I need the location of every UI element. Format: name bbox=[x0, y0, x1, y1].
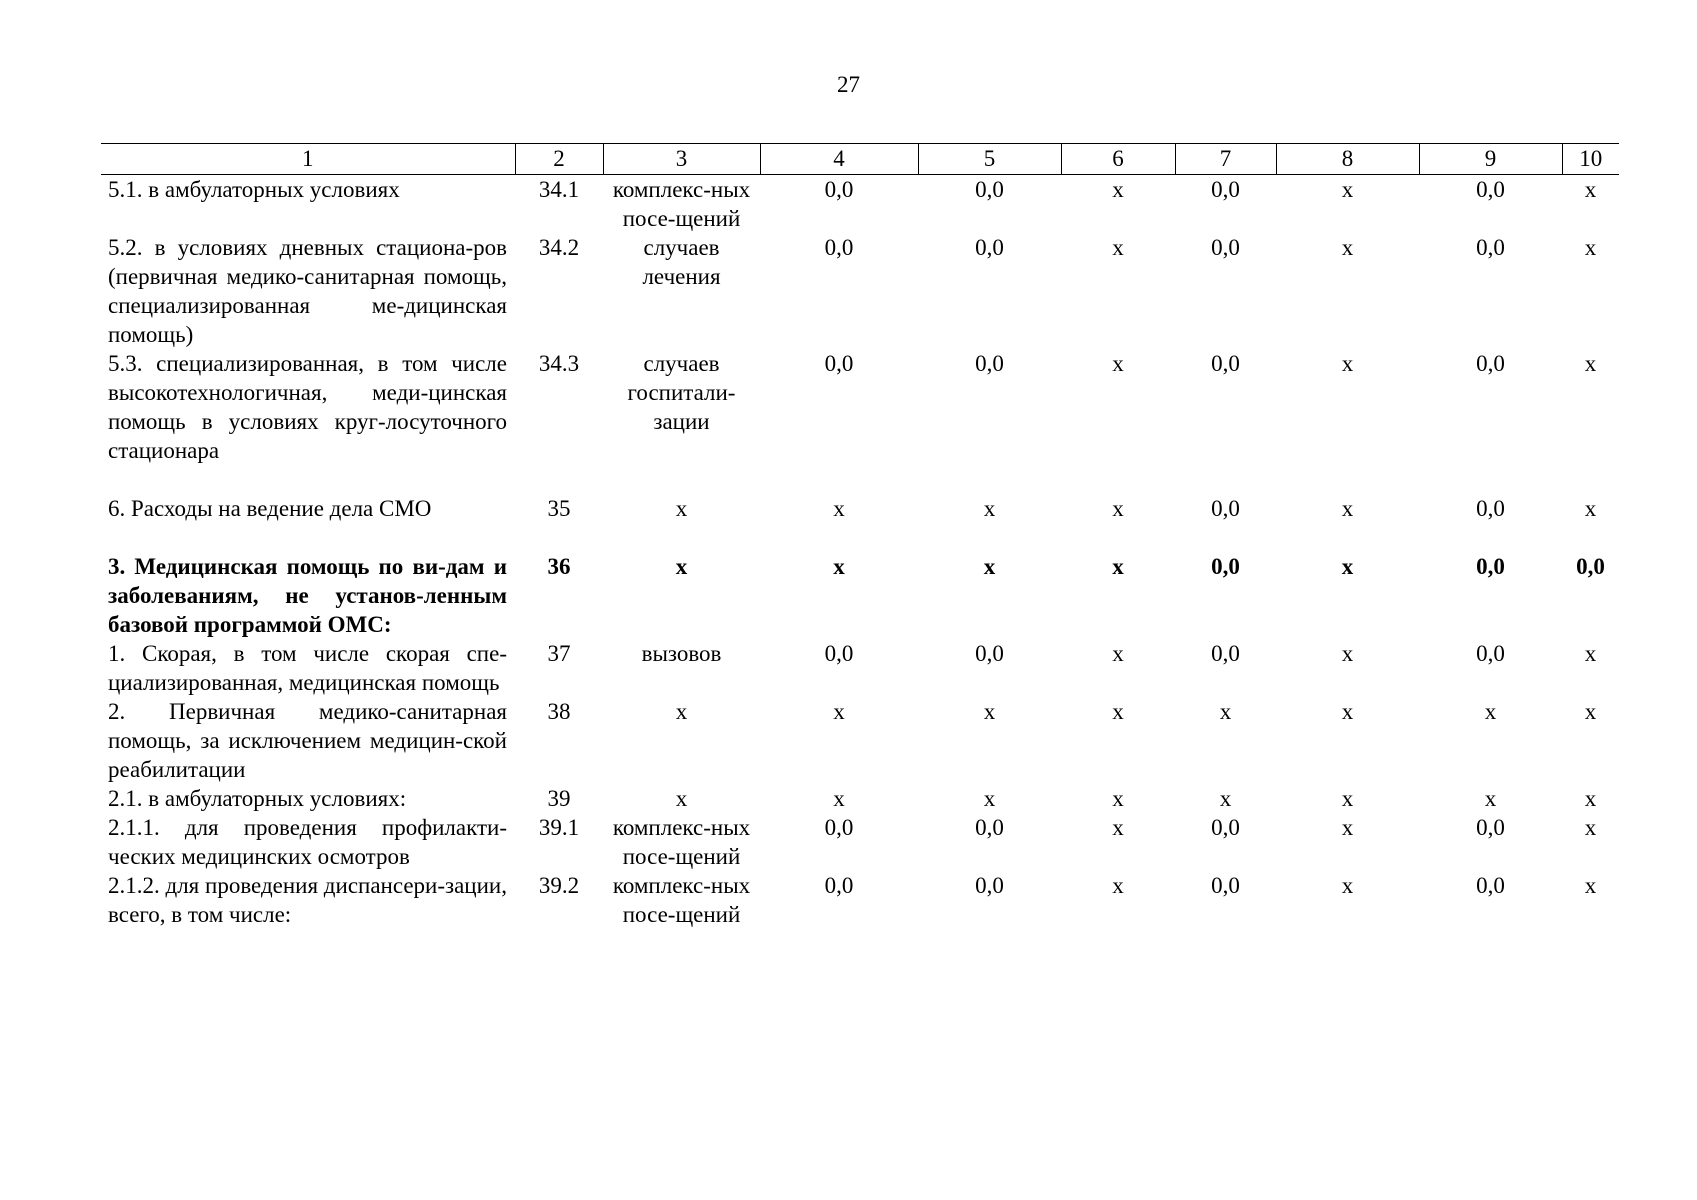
table-row bbox=[101, 175, 1619, 234]
cell-col8: х bbox=[1341, 786, 1354, 811]
row-name: 2.1. в амбулаторных условиях: bbox=[108, 786, 407, 811]
cell-col4: 0,0 bbox=[824, 177, 854, 202]
cell-col5: 0,0 bbox=[975, 351, 1004, 376]
cell-col10: х bbox=[1584, 235, 1597, 260]
cell-col9: 0,0 bbox=[1476, 873, 1505, 898]
cell-col9: 0,0 bbox=[1476, 554, 1505, 579]
column-header: 1 bbox=[101, 144, 515, 175]
cell-col5: х bbox=[983, 496, 996, 521]
cell-col9: 0,0 bbox=[1476, 177, 1505, 202]
row-unit: случаев госпитали-зации bbox=[627, 351, 736, 434]
row-code: 34.2 bbox=[538, 235, 580, 260]
row-code: 38 bbox=[547, 699, 571, 724]
table-row bbox=[101, 697, 1619, 784]
row-unit: комплекс-ных посе-щений bbox=[612, 815, 751, 869]
cell-col5: х bbox=[983, 786, 996, 811]
cell-col6: х bbox=[1112, 177, 1124, 202]
row-code: 39 bbox=[547, 786, 571, 811]
cell-col7: 0,0 bbox=[1211, 873, 1240, 898]
cell-col6: х bbox=[1112, 351, 1124, 376]
cell-col4: 0,0 bbox=[824, 351, 854, 376]
cell-col8: х bbox=[1341, 699, 1354, 724]
cell-col10: х bbox=[1584, 351, 1597, 376]
cell-col9: 0,0 bbox=[1476, 815, 1505, 840]
cell-col9: х bbox=[1484, 786, 1497, 811]
row-name: 5.2. в условиях дневных стациона-ров (первичная медико-санитарная помощь, специализированная ме-дицинская помощь) bbox=[108, 235, 507, 347]
cell-col4: 0,0 bbox=[824, 641, 854, 666]
column-header: 8 bbox=[1276, 144, 1419, 175]
row-unit: х bbox=[675, 496, 688, 521]
row-name: 3. Медицинская помощь по ви-дам и заболеваниям, не установ-ленным базовой программой ОМС: bbox=[108, 554, 507, 637]
cell-col6: х bbox=[1112, 786, 1124, 811]
cell-col9: 0,0 bbox=[1476, 235, 1505, 260]
cell-col5: 0,0 bbox=[975, 641, 1004, 666]
cell-col6: х bbox=[1112, 554, 1124, 579]
table-row bbox=[101, 523, 1619, 639]
cell-col6: х bbox=[1112, 496, 1124, 521]
row-unit: х bbox=[675, 699, 688, 724]
row-unit: комплекс-ных посе-щений bbox=[612, 177, 751, 231]
cell-col7: 0,0 bbox=[1211, 235, 1240, 260]
row-name: 2.1.2. для проведения диспансери-зации, всего, в том числе: bbox=[108, 873, 507, 927]
row-unit: вызовов bbox=[641, 641, 722, 666]
cell-col5: 0,0 bbox=[975, 235, 1004, 260]
cell-col8: х bbox=[1341, 235, 1354, 260]
data-table bbox=[101, 143, 1619, 929]
column-header: 9 bbox=[1419, 144, 1562, 175]
cell-col8: х bbox=[1341, 815, 1354, 840]
cell-col10: х bbox=[1584, 786, 1597, 811]
page-number: 27 bbox=[837, 72, 860, 97]
cell-col7: х bbox=[1219, 699, 1232, 724]
row-name: 5.3. специализированная, в том числе высокотехнологичная, меди-цинская помощь в условиях круг-лосуточного стационара bbox=[108, 351, 507, 463]
cell-col9: 0,0 bbox=[1476, 496, 1505, 521]
cell-col8: х bbox=[1341, 177, 1354, 202]
cell-col5: х bbox=[983, 554, 996, 579]
row-unit: х bbox=[675, 786, 688, 811]
table-row bbox=[101, 784, 1619, 813]
table-row bbox=[101, 233, 1619, 349]
row-code: 34.1 bbox=[538, 177, 580, 202]
row-name: 2.1.1. для проведения профилакти-ческих медицинских осмотров bbox=[108, 815, 507, 869]
row-unit: комплекс-ных посе-щений bbox=[612, 873, 751, 927]
cell-col10: 0,0 bbox=[1576, 554, 1605, 579]
cell-col7: 0,0 bbox=[1211, 177, 1240, 202]
cell-col5: 0,0 bbox=[975, 177, 1004, 202]
row-name: 2. Первичная медико-санитарная помощь, за исключением медицин-ской реабилитации bbox=[108, 699, 507, 782]
cell-col4: х bbox=[833, 554, 845, 579]
cell-col10: х bbox=[1584, 641, 1597, 666]
cell-col10: х bbox=[1584, 177, 1597, 202]
column-header: 10 bbox=[1562, 144, 1619, 175]
cell-col9: х bbox=[1484, 699, 1497, 724]
cell-col4: 0,0 bbox=[824, 815, 854, 840]
cell-col7: х bbox=[1219, 786, 1232, 811]
cell-col5: х bbox=[983, 699, 996, 724]
row-name: 1. Скорая, в том числе скорая спе-циализированная, медицинская помощь bbox=[108, 641, 507, 695]
cell-col4: 0,0 bbox=[824, 235, 854, 260]
cell-col4: х bbox=[833, 496, 845, 521]
row-name: 5.1. в амбулаторных условиях bbox=[108, 177, 400, 202]
cell-col10: х bbox=[1584, 496, 1597, 521]
cell-col6: х bbox=[1112, 815, 1124, 840]
cell-col7: 0,0 bbox=[1211, 815, 1240, 840]
row-code: 37 bbox=[547, 641, 571, 666]
cell-col7: 0,0 bbox=[1211, 554, 1240, 579]
row-code: 36 bbox=[547, 554, 571, 579]
header-row bbox=[101, 144, 1619, 175]
cell-col6: х bbox=[1112, 235, 1124, 260]
table-row bbox=[101, 465, 1619, 523]
cell-col6: х bbox=[1112, 641, 1124, 666]
column-header: 5 bbox=[918, 144, 1061, 175]
column-header: 7 bbox=[1175, 144, 1276, 175]
cell-col6: х bbox=[1112, 699, 1124, 724]
cell-col10: х bbox=[1584, 699, 1597, 724]
cell-col6: х bbox=[1112, 873, 1124, 898]
cell-col10: х bbox=[1584, 873, 1597, 898]
cell-col8: х bbox=[1341, 641, 1354, 666]
cell-col8: х bbox=[1341, 496, 1354, 521]
column-header: 2 bbox=[515, 144, 603, 175]
column-header: 3 bbox=[603, 144, 760, 175]
cell-col8: х bbox=[1341, 351, 1354, 376]
cell-col7: 0,0 bbox=[1211, 351, 1240, 376]
cell-col9: 0,0 bbox=[1476, 641, 1505, 666]
row-unit: случаев лечения bbox=[642, 235, 721, 289]
cell-col5: 0,0 bbox=[975, 873, 1004, 898]
table-row bbox=[101, 349, 1619, 465]
row-name: 6. Расходы на ведение дела СМО bbox=[108, 496, 432, 521]
cell-col7: 0,0 bbox=[1211, 641, 1240, 666]
table-row bbox=[101, 871, 1619, 929]
cell-col5: 0,0 bbox=[975, 815, 1004, 840]
cell-col4: 0,0 bbox=[824, 873, 854, 898]
cell-col4: х bbox=[833, 699, 845, 724]
row-unit: х bbox=[675, 554, 688, 579]
table-row bbox=[101, 639, 1619, 697]
cell-col4: х bbox=[833, 786, 845, 811]
cell-col10: х bbox=[1584, 815, 1597, 840]
row-code: 39.1 bbox=[538, 815, 580, 840]
column-header: 6 bbox=[1061, 144, 1175, 175]
row-code: 34.3 bbox=[538, 351, 580, 376]
table-row bbox=[101, 813, 1619, 871]
cell-col9: 0,0 bbox=[1476, 351, 1505, 376]
cell-col7: 0,0 bbox=[1211, 496, 1240, 521]
cell-col8: х bbox=[1341, 554, 1354, 579]
row-code: 39.2 bbox=[538, 873, 580, 898]
column-header: 4 bbox=[760, 144, 918, 175]
cell-col8: х bbox=[1341, 873, 1354, 898]
row-code: 35 bbox=[547, 496, 571, 521]
